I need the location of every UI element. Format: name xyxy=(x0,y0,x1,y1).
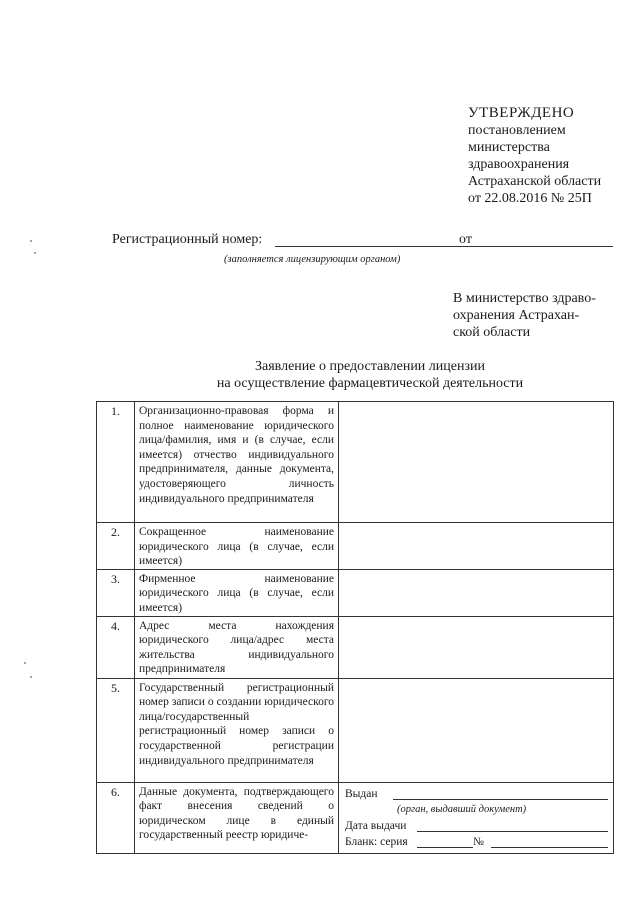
table-row xyxy=(97,402,614,523)
approval-line: постановлением xyxy=(468,123,566,138)
document-details xyxy=(339,783,613,853)
addressee-line: ской области xyxy=(453,325,531,340)
issued-note: (орган, выдавший документ) xyxy=(397,803,527,815)
table-row xyxy=(97,569,614,616)
table-row xyxy=(97,523,614,570)
row-number: 1. xyxy=(97,402,135,523)
row-number: 5. xyxy=(97,678,135,782)
row-label: Организационно-правовая форма и полное наименование юридического лица/фамилия, имя и (в случае, если имеется) отчество индивидуального предпринимателя, данные документа, удостоверяющего личность индивидуального предпринимателя xyxy=(135,402,339,523)
row-value-field[interactable] xyxy=(339,678,614,782)
row-label: Фирменное наименование юридического лица (в случае, если имеется) xyxy=(135,569,339,616)
document-title-line2: на осуществление фармацевтической деятельности xyxy=(216,376,524,391)
row-value-field[interactable] xyxy=(339,616,614,678)
table-row xyxy=(97,616,614,678)
blank-number-label: № xyxy=(473,835,484,848)
issue-date-label: Дата выдачи xyxy=(345,819,407,832)
registration-date-label: от xyxy=(459,232,472,247)
approval-line: министерства xyxy=(468,140,550,155)
scan-speck xyxy=(24,662,26,664)
row-value-field[interactable] xyxy=(339,569,614,616)
issued-label: Выдан xyxy=(345,787,378,800)
application-form-table xyxy=(96,401,614,854)
row-label: Сокращенное наименование юридического лица (в случае, если имеется) xyxy=(135,523,339,570)
addressee-line: охранения Астрахан- xyxy=(453,308,580,323)
registration-date-field[interactable] xyxy=(480,246,613,247)
table-row xyxy=(97,678,614,782)
row-value-field[interactable] xyxy=(339,523,614,570)
approval-line: здравоохранения xyxy=(468,157,570,172)
approval-title: УТВЕРЖДЕНО xyxy=(468,105,575,121)
row-value-cell xyxy=(339,782,614,853)
approval-stamp xyxy=(468,104,628,207)
row-label: Данные документа, подтверждающего факт внесения сведений о юридическом лице в единый государственный реестр юридиче- xyxy=(135,782,339,853)
blank-series-field[interactable] xyxy=(417,847,473,848)
scan-speck xyxy=(34,252,36,254)
scan-speck xyxy=(30,240,32,242)
document-title xyxy=(130,358,610,392)
approval-line: Астраханской области xyxy=(468,174,602,189)
row-value-field[interactable] xyxy=(339,402,614,523)
document-title-line1: Заявление о предоставлении лицензии xyxy=(255,359,485,374)
issued-field[interactable] xyxy=(393,799,608,800)
row-number: 3. xyxy=(97,569,135,616)
addressee-line: В министерство здраво- xyxy=(453,291,596,306)
row-number: 6. xyxy=(97,782,135,853)
approval-line: от 22.08.2016 № 25П xyxy=(468,191,592,206)
registration-number-block xyxy=(112,232,622,272)
blank-series-label: Бланк: серия xyxy=(345,835,408,848)
blank-number-field[interactable] xyxy=(491,847,608,848)
issue-date-field[interactable] xyxy=(417,831,608,832)
row-label: Государственный регистрационный номер записи о создании юридического лица/государственный регистрационный номер записи о государственной регистрации индивидуального предпринимателя xyxy=(135,678,339,782)
scan-speck xyxy=(30,676,32,678)
addressee xyxy=(453,290,613,341)
row-number: 2. xyxy=(97,523,135,570)
table-row xyxy=(97,782,614,853)
registration-number-label: Регистрационный номер: xyxy=(112,232,263,247)
row-number: 4. xyxy=(97,616,135,678)
registration-note: (заполняется лицензирующим органом) xyxy=(224,254,401,265)
row-label: Адрес места нахождения юридического лица/адрес места жительства индивидуального предпринимателя xyxy=(135,616,339,678)
